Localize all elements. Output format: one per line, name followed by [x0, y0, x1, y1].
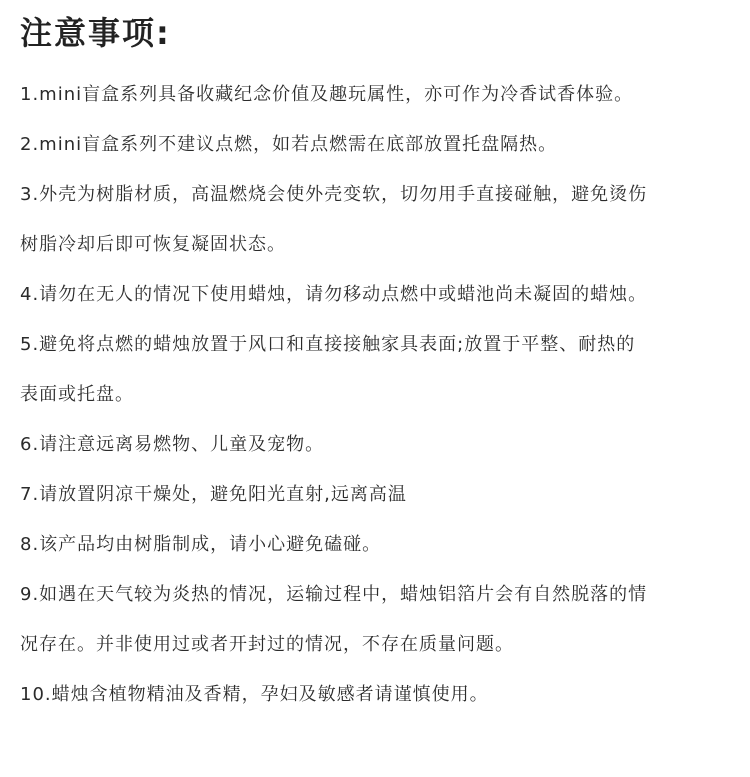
note-item-6: [20, 420, 730, 470]
note-line: 1.mini盲盒系列具备收藏纪念价值及趣玩属性，亦可作为冷香试香体验。: [20, 84, 634, 105]
note-line: 5.避免将点燃的蜡烛放置于风口和直接接触家具表面;放置于平整、耐热的: [20, 334, 636, 355]
note-line: 9.如遇在天气较为炎热的情况，运输过程中，蜡烛铝箔片会有自然脱落的情: [20, 584, 648, 605]
note-item-4: [20, 270, 730, 320]
note-item-2: [20, 120, 730, 170]
note-line: 10.蜡烛含植物精油及香精，孕妇及敏感者请谨慎使用。: [20, 684, 489, 705]
note-item-1: [20, 70, 730, 120]
note-item-10: [20, 670, 730, 720]
note-item-3: [20, 170, 730, 270]
note-line: 2.mini盲盒系列不建议点燃，如若点燃需在底部放置托盘隔热。: [20, 134, 558, 155]
notes-list: [20, 70, 730, 720]
note-item-5: [20, 320, 730, 420]
note-item-7: [20, 470, 730, 520]
note-line: 8.该产品均由树脂制成，请小心避免磕碰。: [20, 534, 382, 555]
note-item-8: [20, 520, 730, 570]
note-line: 树脂冷却后即可恢复凝固状态。: [20, 234, 286, 255]
note-line: 3.外壳为树脂材质，高温燃烧会使外壳变软，切勿用手直接碰触，避免烫伤: [20, 184, 648, 205]
note-line: 4.请勿在无人的情况下使用蜡烛，请勿移动点燃中或蜡池尚未凝固的蜡烛。: [20, 284, 648, 305]
note-line: 7.请放置阴凉干燥处，避免阳光直射,远离高温: [20, 484, 407, 505]
page-title: 注意事项:: [20, 14, 171, 52]
note-line: 况存在。并非使用过或者开封过的情况，不存在质量问题。: [20, 634, 514, 655]
note-line: 6.请注意远离易燃物、儿童及宠物。: [20, 434, 325, 455]
note-item-9: [20, 570, 730, 670]
note-line: 表面或托盘。: [20, 384, 134, 405]
